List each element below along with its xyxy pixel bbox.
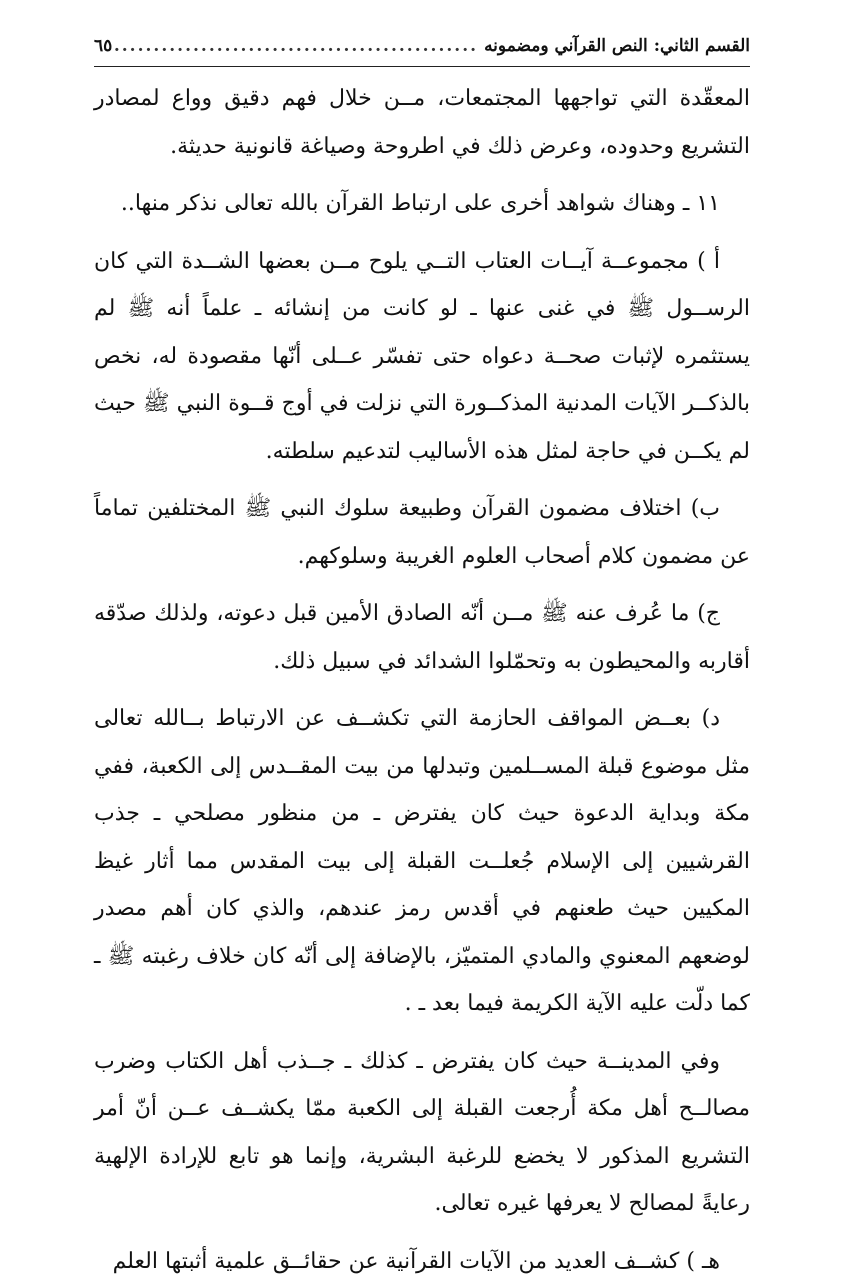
section-title: القسم الثاني: النص القرآني ومضمونه xyxy=(484,26,750,66)
running-header xyxy=(94,26,750,67)
page-number: ٦٥ xyxy=(94,26,112,66)
paragraph-item-d: د) بعــض المواقف الحازمة التي تكشــف عن الارتباط بــالله تعالى مثل موضوع قبلة المســلمين وتبدلها من بيت المقــدس إلى الكعبة، ففي مكة وبداية الدعوة حيث كان يفترض ـ من منظور مصلحي ـ جذب القرشيين إلى الإسلام جُعلــت القبلة إلى بيت المقدس مما أثار غيظ المكيين حيث طعنهم في أقدس رمز عندهم، والذي كان أهم مصدر لوضعهم المعنوي والمادي المتميّز، بالإضافة إلى أنّه كان خلاف رغبته ﷺ ـ كما دلّت عليه الآية الكريمة فيما بعد ـ . xyxy=(94,695,750,1028)
paragraph-item-a: أ ) مجموعــة آيــات العتاب التــي يلوح مــن بعضها الشــدة التي كان الرســول ﷺ في غنى عنها ـ لو كانت من إنشائه ـ علماً أنه ﷺ لم يستثمره لإثبات صحــة دعواه حتى تفسّر عــلى أنّها مقصودة له، نخص بالذكــر الآيات المدنية المذكــورة التي نزلت في أوج قــوة النبي ﷺ حيث لم يكــن في حاجة لمثل هذه الأساليب لتدعيم سلطته. xyxy=(94,238,750,476)
paragraph-continuation: المعقّدة التي تواجهها المجتمعات، مــن خلال فهم دقيق وواع لمصادر التشريع وحدوده، وعرض ذلك في اطروحة وصياغة قانونية حديثة. xyxy=(94,75,750,170)
paragraph-item-b: ب) اختلاف مضمون القرآن وطبيعة سلوك النبي ﷺ المختلفين تماماً عن مضمون كلام أصحاب العلوم الغريبة وسلوكهم. xyxy=(94,485,750,580)
dot-leader: .............................................. xyxy=(112,26,484,66)
body-text xyxy=(94,75,750,1285)
paragraph-item-11: ١١ ـ وهناك شواهد أخرى على ارتباط القرآن بالله تعالى نذكر منها.. xyxy=(94,180,750,228)
paragraph-item-d-continued: وفي المدينــة حيث كان يفترض ـ كذلك ـ جــذب أهل الكتاب وضرب مصالــح أهل مكة أُرجعت القبلة إلى الكعبة ممّا يكشــف عــن أنّ أمر التشريع المذكور لا يخضع للرغبة البشرية، وإنما هو تابع للإرادة الإلهية رعايةً لمصالح لا يعرفها غيره تعالى. xyxy=(94,1038,750,1228)
paragraph-item-c: ج) ما عُرف عنه ﷺ مــن أنّه الصادق الأمين قبل دعوته، ولذلك صدّقه أقاربه والمحيطون به وتحمّلوا الشدائد في سبيل ذلك. xyxy=(94,590,750,685)
book-page xyxy=(94,26,750,1206)
paragraph-item-h: هـ ) كشــف العديد من الآيات القرآنية عن حقائــق علمية أثبتها العلم xyxy=(94,1238,750,1285)
